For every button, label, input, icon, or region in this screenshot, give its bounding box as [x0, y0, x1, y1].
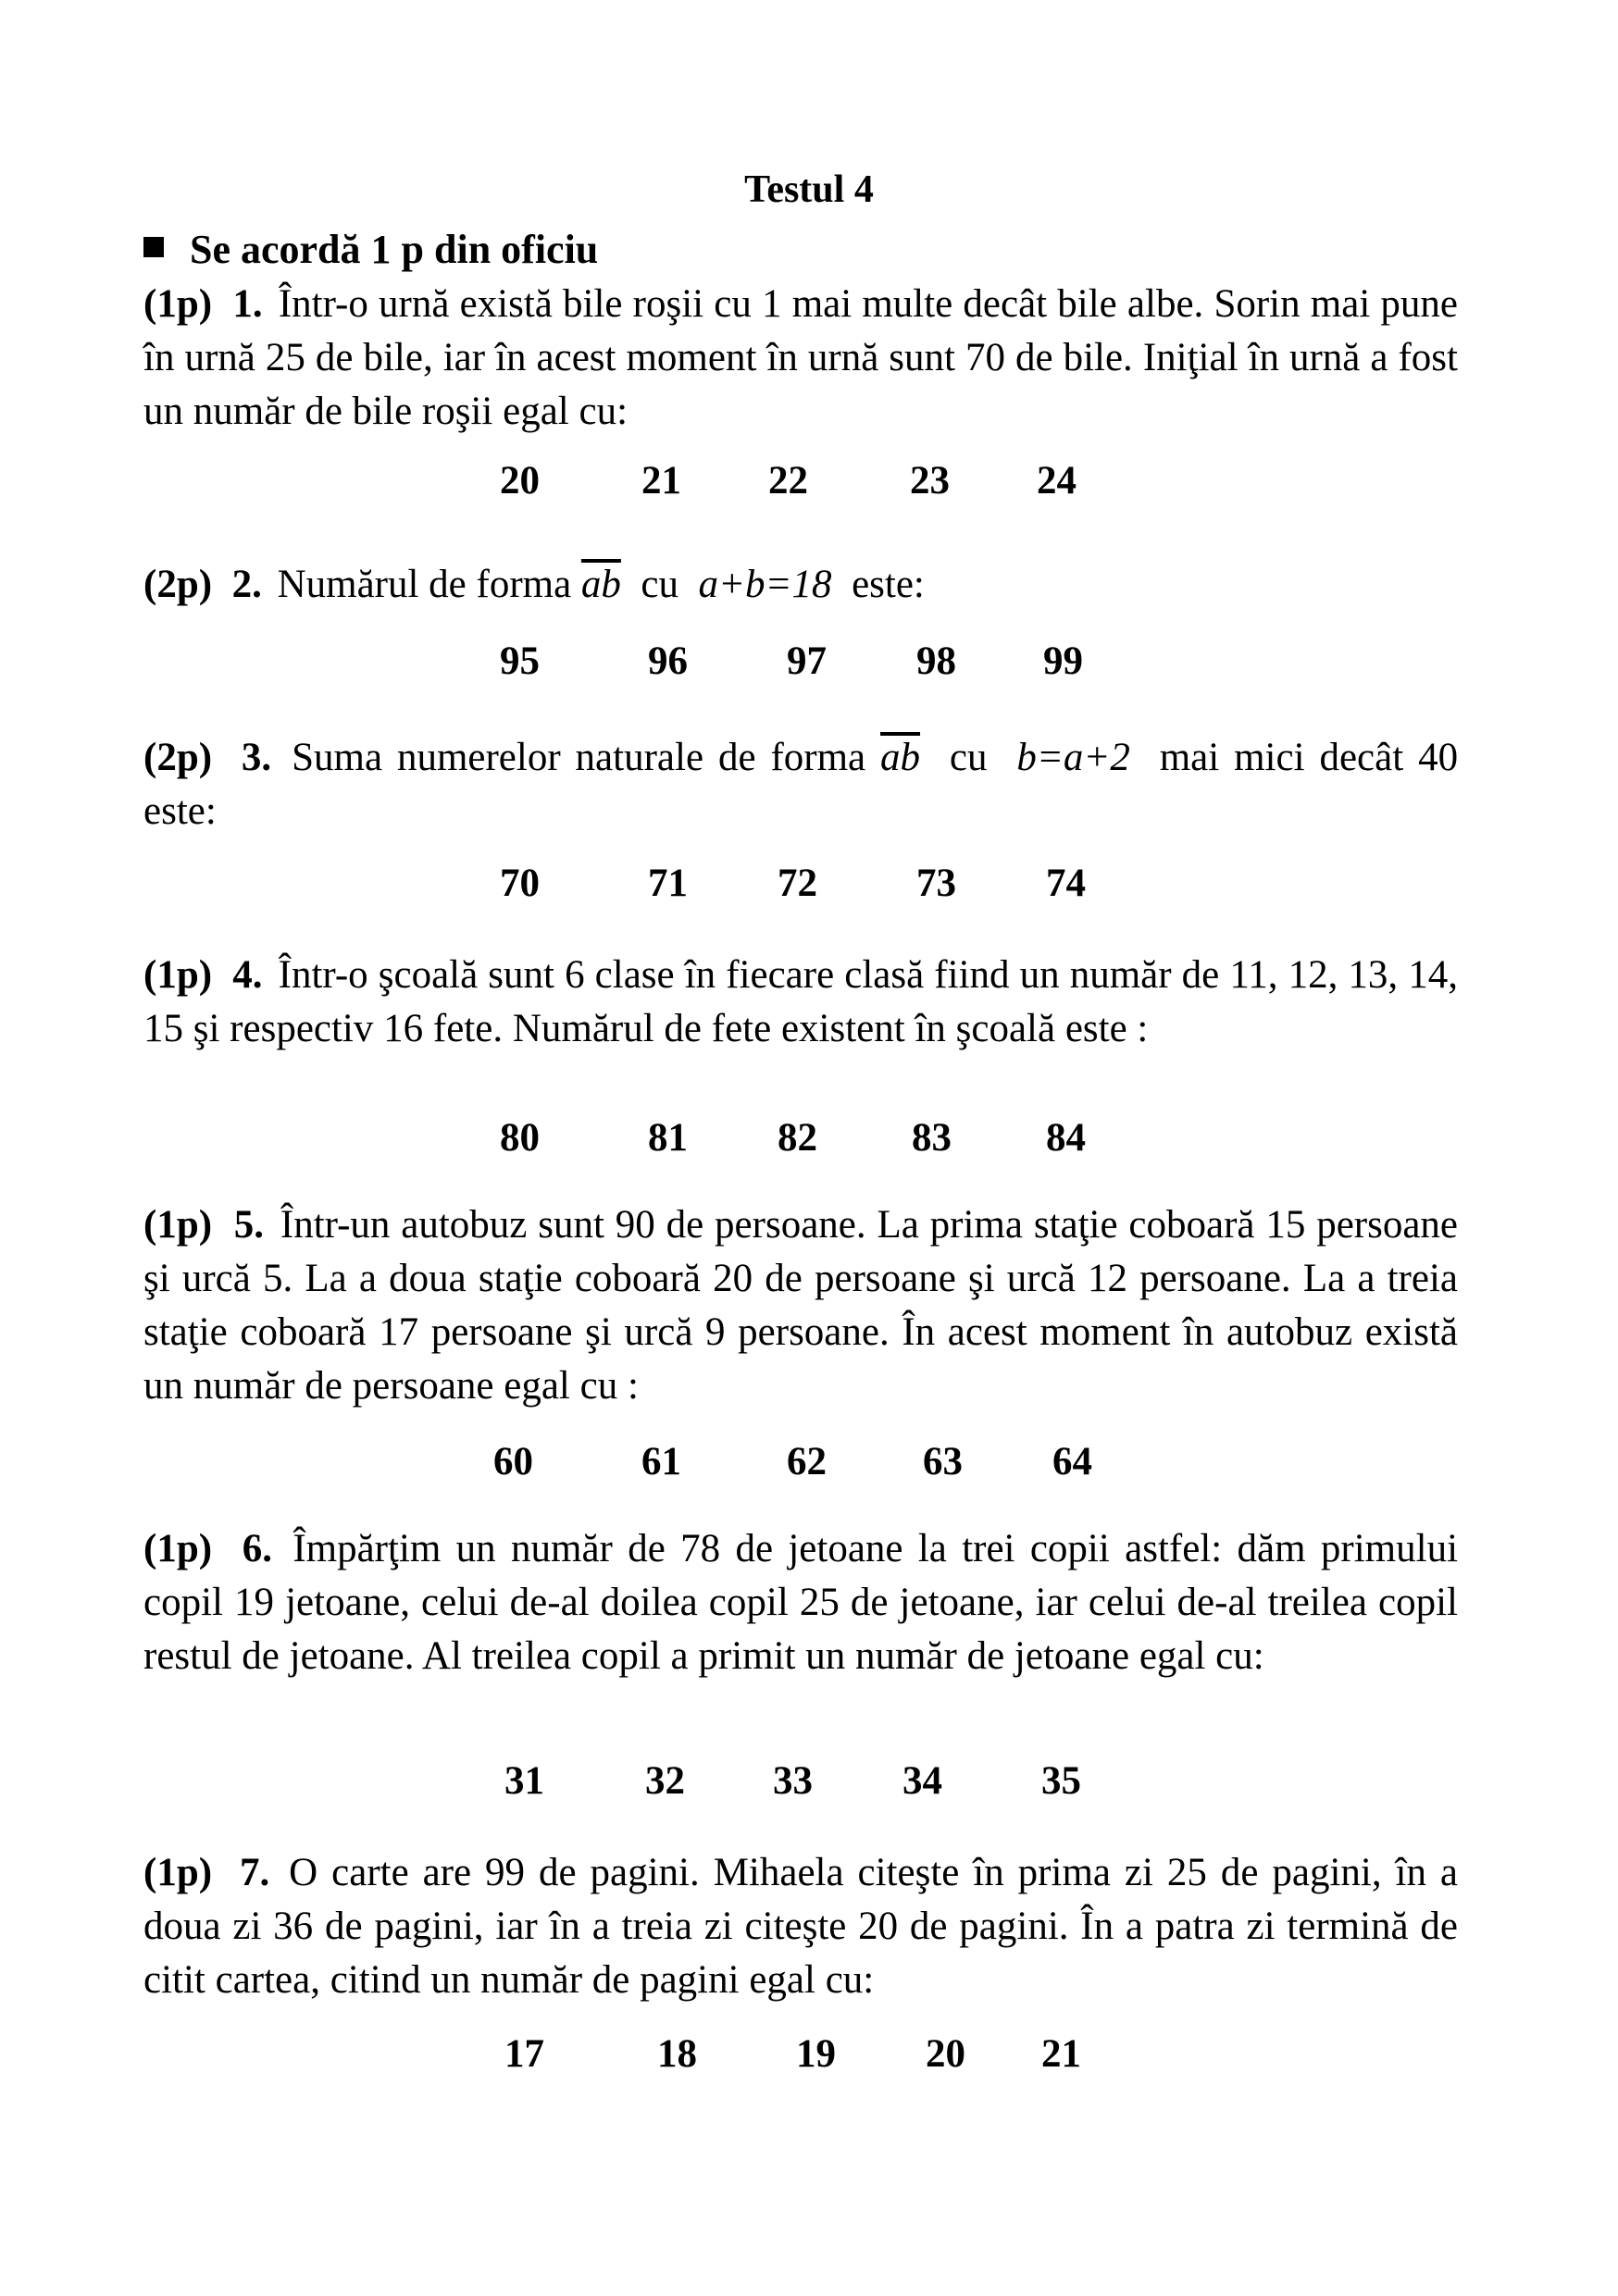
question-number: 1.: [232, 282, 263, 326]
question-3: [143, 731, 1458, 838]
question-points: (1p): [143, 282, 213, 326]
option: 21: [641, 459, 681, 503]
math-formula: b=a+2: [1016, 736, 1130, 779]
question-number: 3.: [241, 736, 272, 779]
question-text-before: Numărul de forma: [277, 563, 572, 606]
option: 18: [657, 2032, 697, 2076]
option: 33: [773, 1759, 813, 1803]
question-number: 2.: [231, 563, 262, 606]
option: 64: [1052, 1440, 1092, 1483]
option: 61: [641, 1440, 681, 1483]
question-number: 4.: [232, 953, 263, 997]
option: 81: [648, 1116, 688, 1160]
option: 20: [926, 2032, 965, 2076]
option: 99: [1043, 639, 1083, 683]
page-title: Testul 4: [744, 168, 874, 211]
option: 31: [504, 1759, 544, 1803]
question-6: [143, 1522, 1458, 1683]
option: 20: [500, 459, 540, 503]
overline-number: $\overline{ab}$: [580, 563, 621, 606]
question-text-after: este:: [852, 563, 925, 606]
question-number: 6.: [242, 1527, 272, 1570]
question-text-before: Suma numerelor naturale de forma: [292, 736, 866, 779]
option: 84: [1046, 1116, 1086, 1160]
option: 97: [787, 639, 827, 683]
option: 95: [500, 639, 540, 683]
option: 70: [500, 862, 540, 905]
option: 35: [1041, 1759, 1081, 1803]
square-bullet-icon: [143, 237, 164, 257]
question-points: (1p): [143, 1851, 213, 1894]
question-4: [143, 949, 1458, 1056]
option: 71: [648, 862, 688, 905]
question-points: (1p): [143, 1203, 213, 1247]
question-points: (1p): [143, 953, 213, 997]
oficiu-line: [143, 226, 598, 274]
option: 22: [768, 459, 808, 503]
option: 60: [493, 1440, 533, 1483]
option: 32: [645, 1759, 685, 1803]
question-text: O carte are 99 de pagini. Mihaela citeşte în prima zi 25 de pagini, în a doua zi 36 de pagini, iar în a treia zi citeşte 20 de pagini. În a patra zi termină de citit cartea, citind un număr de pagini egal cu:: [143, 1851, 1459, 2002]
option: 98: [916, 639, 956, 683]
option: 72: [778, 862, 817, 905]
math-formula: a+b=18: [698, 563, 832, 606]
option: 74: [1046, 862, 1086, 905]
question-points: (2p): [143, 563, 213, 606]
option: 34: [902, 1759, 942, 1803]
question-number: 7.: [239, 1851, 270, 1894]
option: 62: [787, 1440, 827, 1483]
option: 83: [912, 1116, 952, 1160]
option: 80: [500, 1116, 540, 1160]
question-2: [143, 558, 1458, 612]
oficiu-text: Se acordă 1 p din oficiu: [190, 227, 599, 272]
question-5: [143, 1198, 1458, 1413]
overline-number: $\overline{ab}$: [880, 736, 921, 779]
question-text: Împărţim un număr de 78 de jetoane la trei copii astfel: dăm primului copil 19 jetoane, celui de-al doilea copil 25 de jetoane, iar celui de-al treilea copil restul de jetoane. Al treilea copil a primit un număr de jetoane egal cu:: [143, 1527, 1459, 1678]
option: 63: [923, 1440, 963, 1483]
question-text-mid: cu: [949, 736, 988, 779]
option: 21: [1041, 2032, 1081, 2076]
question-1: [143, 278, 1458, 439]
question-points: (2p): [143, 736, 213, 779]
question-points: (1p): [143, 1527, 213, 1570]
option: 19: [796, 2032, 836, 2076]
option: 23: [910, 459, 950, 503]
question-7: [143, 1846, 1458, 2007]
question-text-mid: cu: [641, 563, 679, 606]
option: 24: [1037, 459, 1077, 503]
question-text-after: mai mici decât 40 este:: [143, 736, 1459, 833]
question-text: Într-o urnă există bile roşii cu 1 mai multe decât bile albe. Sorin mai pune în urnă 25 de bile, iar în acest moment în urnă sunt 70 de bile. Iniţial în urnă a fost un număr de bile roşii egal cu:: [143, 282, 1459, 433]
option: 96: [648, 639, 688, 683]
question-text: Într-o şcoală sunt 6 clase în fiecare clasă fiind un număr de 11, 12, 13, 14, 15 şi respectiv 16 fete. Numărul de fete existent în şcoală este :: [143, 953, 1459, 1050]
question-number: 5.: [233, 1203, 265, 1247]
option: 82: [778, 1116, 817, 1160]
question-text: Într-un autobuz sunt 90 de persoane. La prima staţie coboară 15 persoane şi urcă 5. La a doua staţie coboară 20 de persoane şi urcă 12 persoane. La a treia staţie coboară 17 persoane şi urcă 9 persoane. În acest moment în autobuz există un număr de persoane egal cu :: [143, 1203, 1458, 1408]
option: 17: [504, 2032, 544, 2076]
option: 73: [916, 862, 956, 905]
